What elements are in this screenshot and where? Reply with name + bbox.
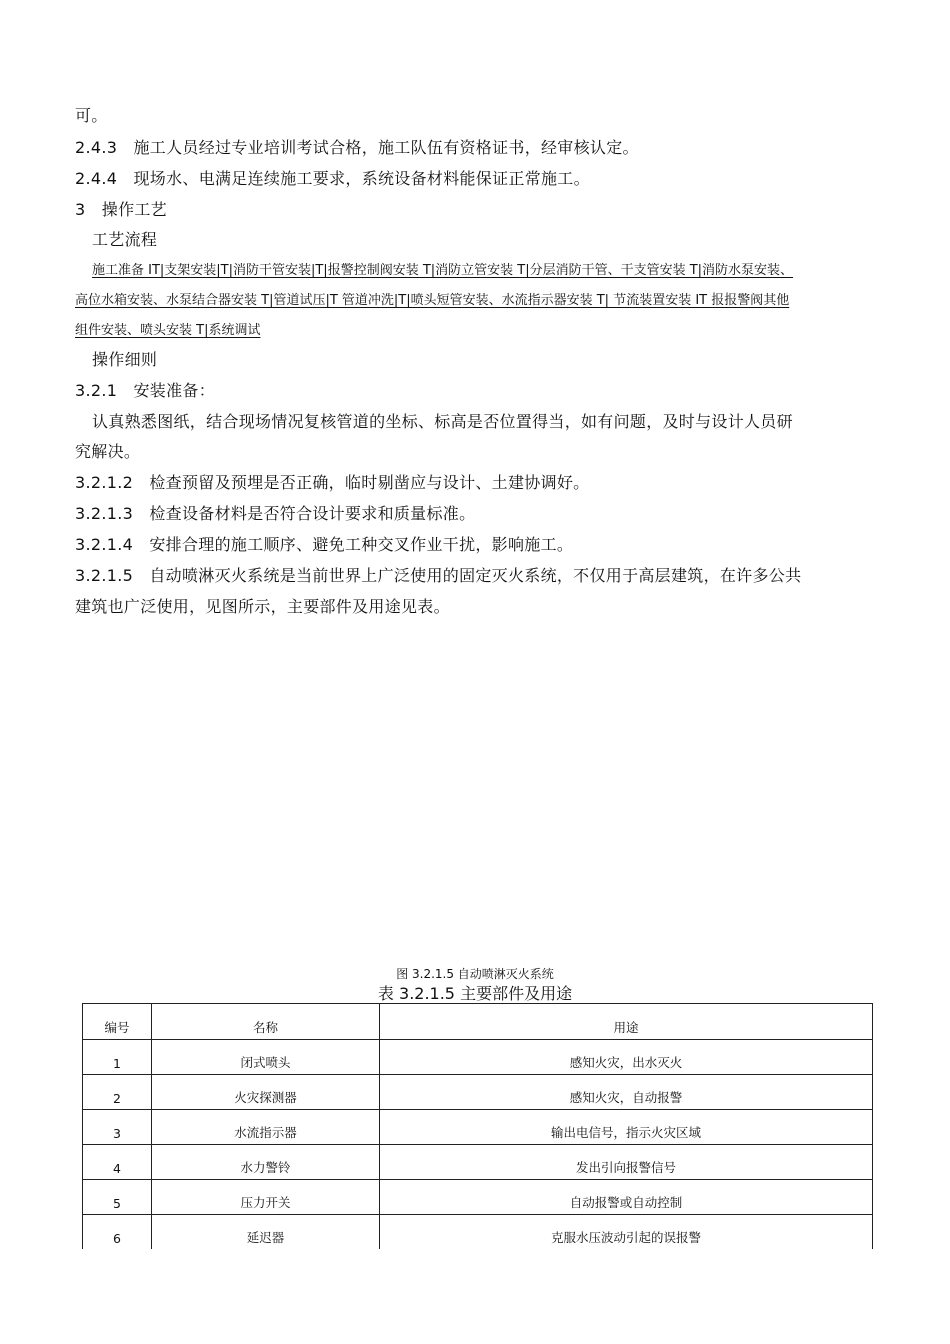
cell-usage: 感知火灾，自动报警 xyxy=(380,1075,873,1110)
subsection-heading: 操作细则 xyxy=(92,350,158,369)
cell-number: 2 xyxy=(83,1075,152,1110)
table-row xyxy=(83,1145,873,1180)
cell-usage: 感知火灾，出水灭火 xyxy=(380,1040,873,1075)
cell-usage: 自动报警或自动控制 xyxy=(380,1180,873,1215)
cell-usage: 输出电信号，指示火灾区域 xyxy=(380,1110,873,1145)
cell-number: 4 xyxy=(83,1145,152,1180)
text-line: 3.2.1.3 检查设备材料是否符合设计要求和质量标准。 xyxy=(75,504,476,523)
header-cell-name: 名称 xyxy=(152,1004,380,1040)
cell-name: 压力开关 xyxy=(152,1180,380,1215)
table-title: 表 3.2.1.5 主要部件及用途 xyxy=(377,984,573,1003)
cell-number: 5 xyxy=(83,1180,152,1215)
text-line: 2.4.3 施工人员经过专业培训考试合格，施工队伍有资格证书，经审核认定。 xyxy=(75,138,639,157)
process-flow-line: 组件安装、喷头安装 T|系统调试 xyxy=(75,323,261,338)
cell-number: 1 xyxy=(83,1040,152,1075)
parts-table xyxy=(82,1003,873,1249)
cell-name: 水流指示器 xyxy=(152,1110,380,1145)
cell-number: 6 xyxy=(83,1215,152,1250)
cell-usage: 发出引向报警信号 xyxy=(380,1145,873,1180)
cell-usage: 克服水压波动引起的误报警 xyxy=(380,1215,873,1250)
table-row xyxy=(83,1180,873,1215)
process-flow-line: 施工准备 IT|支架安装|T|消防干管安装|T|报警控制阀安装 T|消防立管安装 T|分层消防干管、干支管安装 T|消防水泵安装、 xyxy=(92,263,794,278)
table-row xyxy=(83,1215,873,1250)
text-line: 3.2.1.4 安排合理的施工顺序、避免工种交叉作业干扰，影响施工。 xyxy=(75,535,574,554)
section-heading: 3 操作工艺 xyxy=(75,200,167,219)
text-line: 可。 xyxy=(75,106,108,125)
text-line: 3.2.1 安装准备： xyxy=(75,381,216,400)
text-line: 建筑也广泛使用，见图所示，主要部件及用途见表。 xyxy=(75,597,450,616)
header-cell-number: 编号 xyxy=(83,1004,152,1040)
text-line: 2.4.4 现场水、电满足连续施工要求，系统设备材料能保证正常施工。 xyxy=(75,169,590,188)
text-line: 3.2.1.2 检查预留及预埋是否正确，临时剔凿应与设计、土建协调好。 xyxy=(75,473,590,492)
text-line: 究解决。 xyxy=(75,442,141,461)
table-row xyxy=(83,1040,873,1075)
table-row xyxy=(83,1110,873,1145)
cell-number: 3 xyxy=(83,1110,152,1145)
table-header-row xyxy=(83,1004,873,1040)
cell-name: 延迟器 xyxy=(152,1215,380,1250)
cell-name: 闭式喷头 xyxy=(152,1040,380,1075)
table-row xyxy=(83,1075,873,1110)
cell-name: 火灾探测器 xyxy=(152,1075,380,1110)
text-line: 3.2.1.5 自动喷淋灭火系统是当前世界上广泛使用的固定灭火系统，不仅用于高层建筑，在许多公共 xyxy=(75,566,802,585)
header-cell-usage: 用途 xyxy=(380,1004,873,1040)
figure-caption: 图 3.2.1.5 自动喷淋灭火系统 xyxy=(396,967,554,981)
text-line: 认真熟悉图纸，结合现场情况复核管道的坐标、标高是否位置得当，如有问题，及时与设计人员研 xyxy=(92,412,793,431)
cell-name: 水力警铃 xyxy=(152,1145,380,1180)
subsection-heading: 工艺流程 xyxy=(92,230,158,249)
process-flow-line: 高位水箱安装、水泵结合器安装 T|管道试压|T 管道冲洗|T|喷头短管安装、水流指示器安装 T| 节流装置安装 IT 报报警阀其他 xyxy=(75,293,790,308)
